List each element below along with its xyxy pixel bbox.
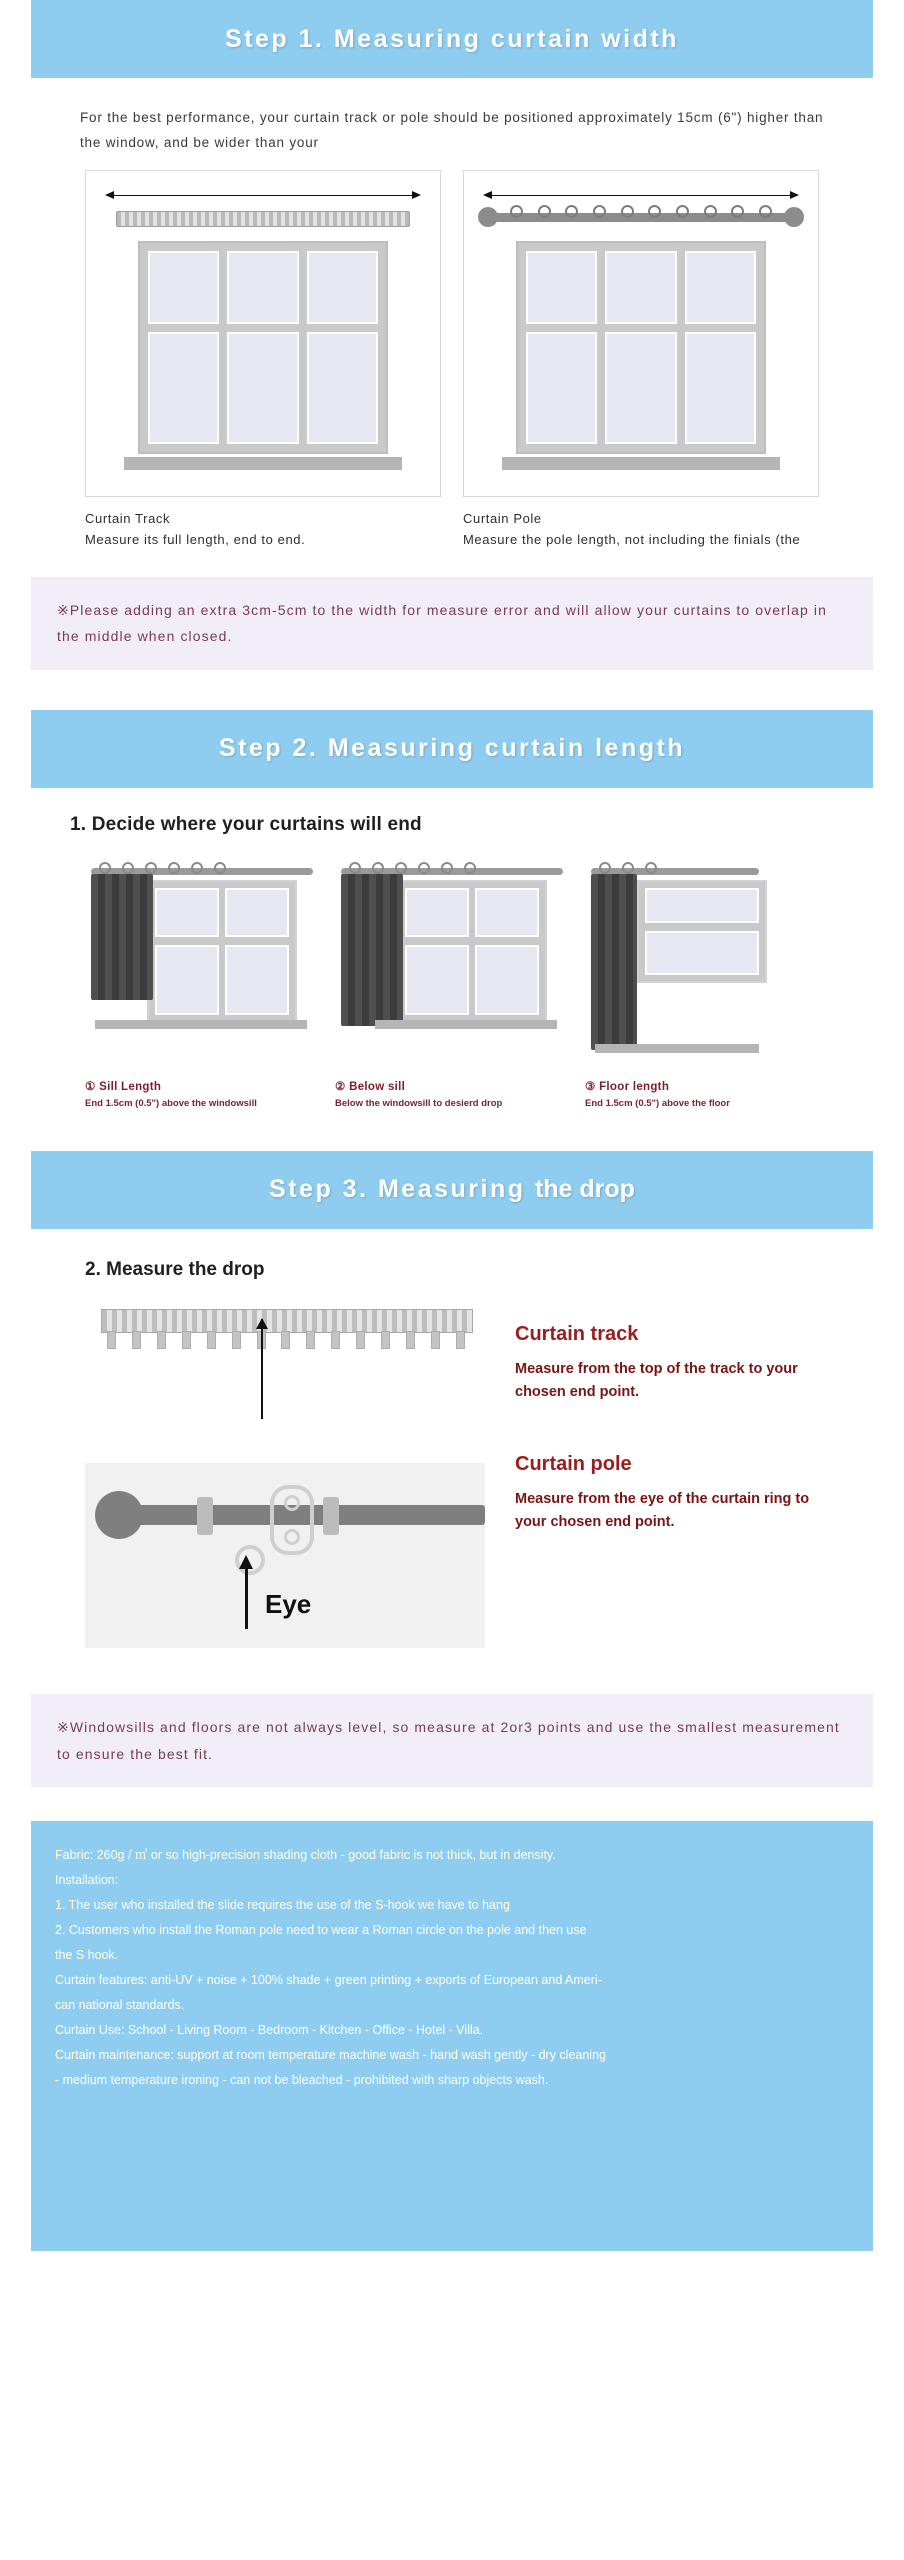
step1-title: Step 1. Measuring curtain width (225, 24, 679, 53)
step3-title-main: Step 3. Measuring (269, 1175, 535, 1204)
info-line: can national standards. (55, 1998, 185, 2013)
curtain-pole-diagram (463, 170, 819, 497)
length-options (85, 854, 819, 1111)
curtain-track-column (85, 170, 441, 551)
step3-header (31, 1151, 873, 1229)
info-line: Curtain maintenance: support at room temperature machine wash - hand wash gently - dry cleaning (55, 2048, 606, 2063)
eye-label: Eye (265, 1588, 312, 1619)
info-line: Curtain Use: School - Living Room - Bedroom - Kitchen - Office - Hotel - Villa. (55, 2023, 484, 2038)
window-graphic (516, 241, 766, 454)
curtain-track-diagram (85, 170, 441, 497)
width-diagrams (85, 170, 819, 551)
drop-pole-row (85, 1433, 844, 1648)
step3-title-sub: the drop (534, 1175, 635, 1204)
curtain-track-caption (85, 509, 441, 551)
floor-length-label: ③ Floor length (585, 1080, 670, 1093)
info-line: 2. Customers who install the Roman pole need to wear a Roman circle on the pole and then use (55, 1923, 587, 1938)
pole-finial-icon (95, 1491, 143, 1539)
window-graphic (138, 241, 388, 454)
measure-arrow-icon (261, 1319, 263, 1419)
finial-left-icon (478, 207, 498, 227)
note-width: ※Please adding an extra 3cm-5cm to the width for measure error and will allow your curtains to overlap in the middle when closed. (31, 577, 873, 670)
windowsill-graphic (502, 457, 780, 470)
info-line: Installation: (55, 1873, 119, 1888)
length-option-below-sill (335, 854, 569, 1111)
drop-track-graphic (85, 1303, 485, 1433)
product-info-block (31, 1821, 873, 2251)
length-option-floor (585, 854, 819, 1111)
below-sill-label: ② Below sill (335, 1080, 406, 1093)
curtain-track-heading: Curtain track (515, 1322, 639, 1345)
curtain-pole-caption-text: Measure the pole length, not including the finials (the (463, 531, 801, 547)
sill-length-diagram (85, 854, 319, 1069)
below-sill-desc: Below the windowsill to desierd drop (335, 1097, 503, 1109)
pole-rings (510, 205, 772, 218)
floor-length-desc: End 1.5cm (0.5") above the floor (585, 1097, 730, 1109)
curtain-pole-heading: Curtain pole (515, 1452, 632, 1475)
width-arrow-pole (482, 189, 800, 203)
curtain-track-caption-title: Curtain Track (85, 510, 171, 526)
info-line: Fabric: 260g / ㎡ or so high-precision shading cloth - good fabric is not thick, but in density. (55, 1848, 556, 1863)
curtain-pole-instruction: Measure from the eye of the curtain ring to your chosen end point. (515, 1490, 810, 1531)
info-line: Curtain features: anti-UV + noise + 100% shade + green printing + exports of European and Ameri- (55, 1973, 602, 1988)
curtain-ring-icon (270, 1485, 314, 1555)
info-line: - medium temperature ironing - can not be bleached - prohibited with sharp objects wash. (55, 2073, 549, 2088)
step2-subtitle: 1. Decide where your curtains will end (70, 813, 422, 835)
below-sill-diagram (335, 854, 569, 1069)
info-line: 1. The user who installed the slide requires the use of the S-hook we have to hang (55, 1898, 510, 1913)
curtain-pole-column (463, 170, 819, 551)
finial-right-icon (784, 207, 804, 227)
sill-length-desc: End 1.5cm (0.5") above the windowsill (85, 1097, 257, 1109)
curtain-track-instruction: Measure from the top of the track to your chosen end point. (515, 1360, 798, 1401)
curtain-pole-caption (463, 509, 819, 551)
drop-pole-text-block (485, 1433, 844, 1534)
length-option-sill (85, 854, 319, 1111)
drop-pole-graphic (85, 1433, 485, 1648)
info-line: the S hook. (55, 1948, 119, 1963)
step2-header (31, 710, 873, 788)
step3-subtitle: 2. Measure the drop (85, 1258, 265, 1280)
curtain-track-caption-text: Measure its full length, end to end. (85, 531, 306, 547)
drop-track-text-block (485, 1303, 844, 1404)
note-level: ※Windowsills and floors are not always level, so measure at 2or3 points and use the smallest measurement to ensure the best fit. (31, 1694, 873, 1787)
track-graphic (116, 211, 410, 227)
width-arrow-track (104, 189, 422, 203)
step2-title: Step 2. Measuring curtain length (218, 734, 686, 763)
floor-length-diagram (585, 854, 819, 1069)
step1-header (31, 0, 873, 78)
sill-length-label: ① Sill Length (85, 1080, 162, 1093)
step3-title (269, 1175, 635, 1204)
measure-arrow-icon (245, 1567, 248, 1629)
drop-track-row (85, 1303, 844, 1433)
windowsill-graphic (124, 457, 402, 470)
intro-paragraph: For the best performance, your curtain track or pole should be positioned approximately 15cm (6") higher than the window, and be wider than your (80, 110, 824, 150)
curtain-pole-caption-title: Curtain Pole (463, 510, 542, 526)
